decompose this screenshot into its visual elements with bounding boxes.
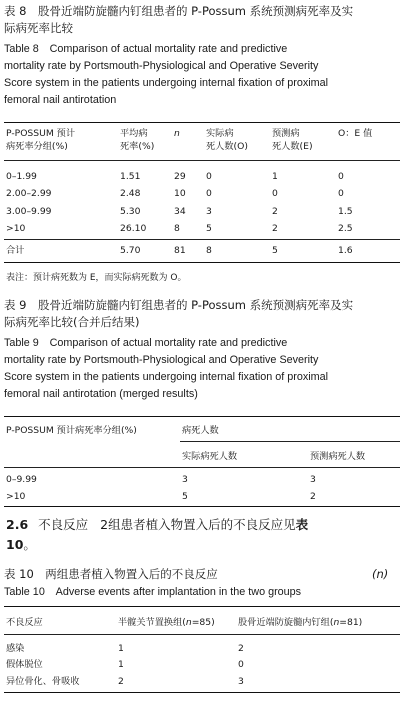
table10-cell: 3 bbox=[238, 676, 244, 687]
table8-cell: 0–1.99 bbox=[6, 171, 37, 182]
table8-header-col2 bbox=[120, 127, 154, 153]
table8-caption-zh bbox=[4, 3, 404, 37]
table10-header-col1: 不良反应 bbox=[6, 617, 43, 628]
table9-header-col1: P-POSSUM 预计病死率分组(%) bbox=[6, 425, 137, 436]
table8-caption-en-line2: mortality rate by Portsmouth-Physiological and Operative Severity bbox=[4, 60, 319, 72]
table8-cell: 5.70 bbox=[120, 245, 141, 256]
table9-group-rule bbox=[180, 441, 400, 442]
table9-cell: 2 bbox=[310, 491, 316, 502]
section-title: 不良反应 bbox=[38, 517, 89, 532]
table8-top-rule bbox=[4, 122, 400, 123]
table9-caption-zh-line1: 表 9 股骨近端防旋髓内钉组患者的 P-Possum 系统预测病死率及实 bbox=[4, 298, 354, 312]
table10-header-col2-b: =85) bbox=[191, 617, 215, 628]
table9-cell: 5 bbox=[182, 491, 188, 502]
table10-header-col3-n: n bbox=[333, 617, 340, 628]
table8-note: 表注：预计病死数为 E，而实际病死数为 O。 bbox=[6, 273, 187, 283]
table8-cell: 81 bbox=[174, 245, 186, 256]
table10-cell: 2 bbox=[118, 676, 124, 687]
table8-header-col2-l2: 死率(%) bbox=[120, 141, 155, 152]
table10-cell: 异位骨化、骨吸收 bbox=[6, 676, 80, 687]
table8-caption-en bbox=[4, 41, 404, 109]
table8-header-col4-l2: 死人数(O) bbox=[206, 141, 248, 152]
table10-cell: 假体脱位 bbox=[6, 659, 43, 670]
table9-bottom-rule bbox=[4, 506, 400, 507]
table8-header-col4 bbox=[206, 127, 248, 153]
table10-header-rule bbox=[4, 634, 400, 635]
section-ref-number: 10 bbox=[6, 537, 24, 552]
table10-cell: 1 bbox=[118, 643, 124, 654]
table10-cell: 2 bbox=[238, 643, 244, 654]
table9-caption-en-line4: femoral nail antirotation (merged results) bbox=[4, 388, 198, 400]
section-end: 。 bbox=[23, 537, 36, 552]
table10-header-col3 bbox=[238, 616, 362, 629]
table10-caption-zh: 表 10 两组患者植入物置入后的不良反应 bbox=[4, 567, 218, 581]
table8-cell: 5.30 bbox=[120, 206, 141, 217]
table9-caption-en-line3: Score system in the patients undergoing internal fixation of proximal bbox=[4, 371, 329, 383]
table8-cell: 2.48 bbox=[120, 188, 141, 199]
table10-header-col3-a: 股骨近端防旋髓内钉组( bbox=[238, 617, 334, 628]
table8-cell: 2 bbox=[272, 206, 278, 217]
table8-cell: 2.5 bbox=[338, 223, 353, 234]
table10-cell: 感染 bbox=[6, 643, 25, 654]
table10-caption-en: Table 10 Adverse events after implantation in the two groups bbox=[4, 586, 302, 598]
table10-cell: 0 bbox=[238, 659, 244, 670]
table8-header-col5-l2: 死人数(E) bbox=[272, 141, 313, 152]
table8-caption-zh-line2: 际病死率比较 bbox=[4, 21, 73, 35]
table9-caption-zh bbox=[4, 297, 404, 331]
table8-header-col1-l1: P-POSSUM 预计 bbox=[6, 128, 76, 139]
table8-cell: 10 bbox=[174, 188, 186, 199]
table8-cell: 8 bbox=[174, 223, 180, 234]
table8-cell: 5 bbox=[272, 245, 278, 256]
section-2-6 bbox=[6, 516, 308, 534]
table8-caption-en-line1: Table 8 Comparison of actual mortality rate and predictive bbox=[4, 43, 288, 55]
section-number: 2.6 bbox=[6, 517, 29, 532]
table8-cell: 29 bbox=[174, 171, 186, 182]
table8-caption-en-line3: Score system in the patients undergoing internal fixation of proximal bbox=[4, 77, 329, 89]
table8-header-col5-l1: 预测病 bbox=[272, 128, 300, 139]
table8-cell: >10 bbox=[6, 223, 26, 234]
table8-header-col3: n bbox=[174, 128, 180, 139]
table8-caption-zh-line1: 表 8 股骨近端防旋髓内钉组患者的 P-Possum 系统预测病死率及实 bbox=[4, 4, 354, 18]
table10-unit: (n) bbox=[372, 567, 389, 581]
table8-cell: 0 bbox=[272, 188, 278, 199]
table10-header-col2 bbox=[118, 616, 215, 629]
table8-cell: 1 bbox=[272, 171, 278, 182]
table9-caption-en-line1: Table 9 Comparison of actual mortality rate and predictive bbox=[4, 337, 288, 349]
table8-header-col6: O：E 值 bbox=[338, 128, 373, 139]
table10-cell: 1 bbox=[118, 659, 124, 670]
table8-total-rule bbox=[4, 239, 400, 240]
table9-top-rule bbox=[4, 416, 400, 417]
table9-caption-en-line2: mortality rate by Portsmouth-Physiological and Operative Severity bbox=[4, 354, 319, 366]
table8-cell: 0 bbox=[338, 188, 344, 199]
table9-cell: 0–9.99 bbox=[6, 474, 37, 485]
table8-cell: 1.5 bbox=[338, 206, 353, 217]
section-text: 2组患者植入物置入后的不良反应见 bbox=[100, 517, 296, 532]
section-2-6-line2 bbox=[6, 536, 36, 554]
table8-cell: 26.10 bbox=[120, 223, 147, 234]
table9-caption-zh-line2: 际病死率比较(合并后结果) bbox=[4, 315, 140, 329]
table8-cell: 0 bbox=[206, 171, 212, 182]
table9-cell: >10 bbox=[6, 491, 26, 502]
table9-cell: 3 bbox=[310, 474, 316, 485]
table9-caption-en bbox=[4, 335, 404, 403]
table8-header-col5 bbox=[272, 127, 313, 153]
table9-header-sub1: 实际病死人数 bbox=[182, 451, 238, 462]
table10-top-rule bbox=[4, 606, 400, 607]
table8-cell: 合计 bbox=[6, 245, 25, 256]
table8-header-col1-l2: 病死率分组(%) bbox=[6, 141, 68, 152]
table9-header-group: 病死人数 bbox=[182, 425, 219, 436]
table8-header-col1 bbox=[6, 127, 75, 153]
table10-header-col3-b: =81) bbox=[339, 617, 363, 628]
table8-cell: 1.51 bbox=[120, 171, 141, 182]
table8-header-rule bbox=[4, 160, 400, 161]
table8-cell: 0 bbox=[338, 171, 344, 182]
table8-header-col2-l1: 平均病 bbox=[120, 128, 148, 139]
table10-bottom-rule bbox=[4, 692, 400, 693]
table8-cell: 2 bbox=[272, 223, 278, 234]
table10-header-col2-a: 半髋关节置换组( bbox=[118, 617, 186, 628]
table9-header-rule bbox=[4, 467, 400, 468]
table10-header-col2-n: n bbox=[185, 617, 192, 628]
table8-cell: 0 bbox=[206, 188, 212, 199]
table8-cell: 2.00–2.99 bbox=[6, 188, 52, 199]
table9-cell: 3 bbox=[182, 474, 188, 485]
table8-cell: 34 bbox=[174, 206, 186, 217]
table8-cell: 8 bbox=[206, 245, 212, 256]
table8-bottom-rule bbox=[4, 262, 400, 263]
table9-header-sub2: 预测病死人数 bbox=[310, 451, 366, 462]
table8-cell: 5 bbox=[206, 223, 212, 234]
table8-cell: 3 bbox=[206, 206, 212, 217]
table8-cell: 3.00–9.99 bbox=[6, 206, 52, 217]
table8-header-col4-l1: 实际病 bbox=[206, 128, 234, 139]
section-ref: 表 bbox=[295, 517, 309, 532]
table8-caption-en-line4: femoral nail antirotation bbox=[4, 94, 117, 106]
table8-cell: 1.6 bbox=[338, 245, 353, 256]
